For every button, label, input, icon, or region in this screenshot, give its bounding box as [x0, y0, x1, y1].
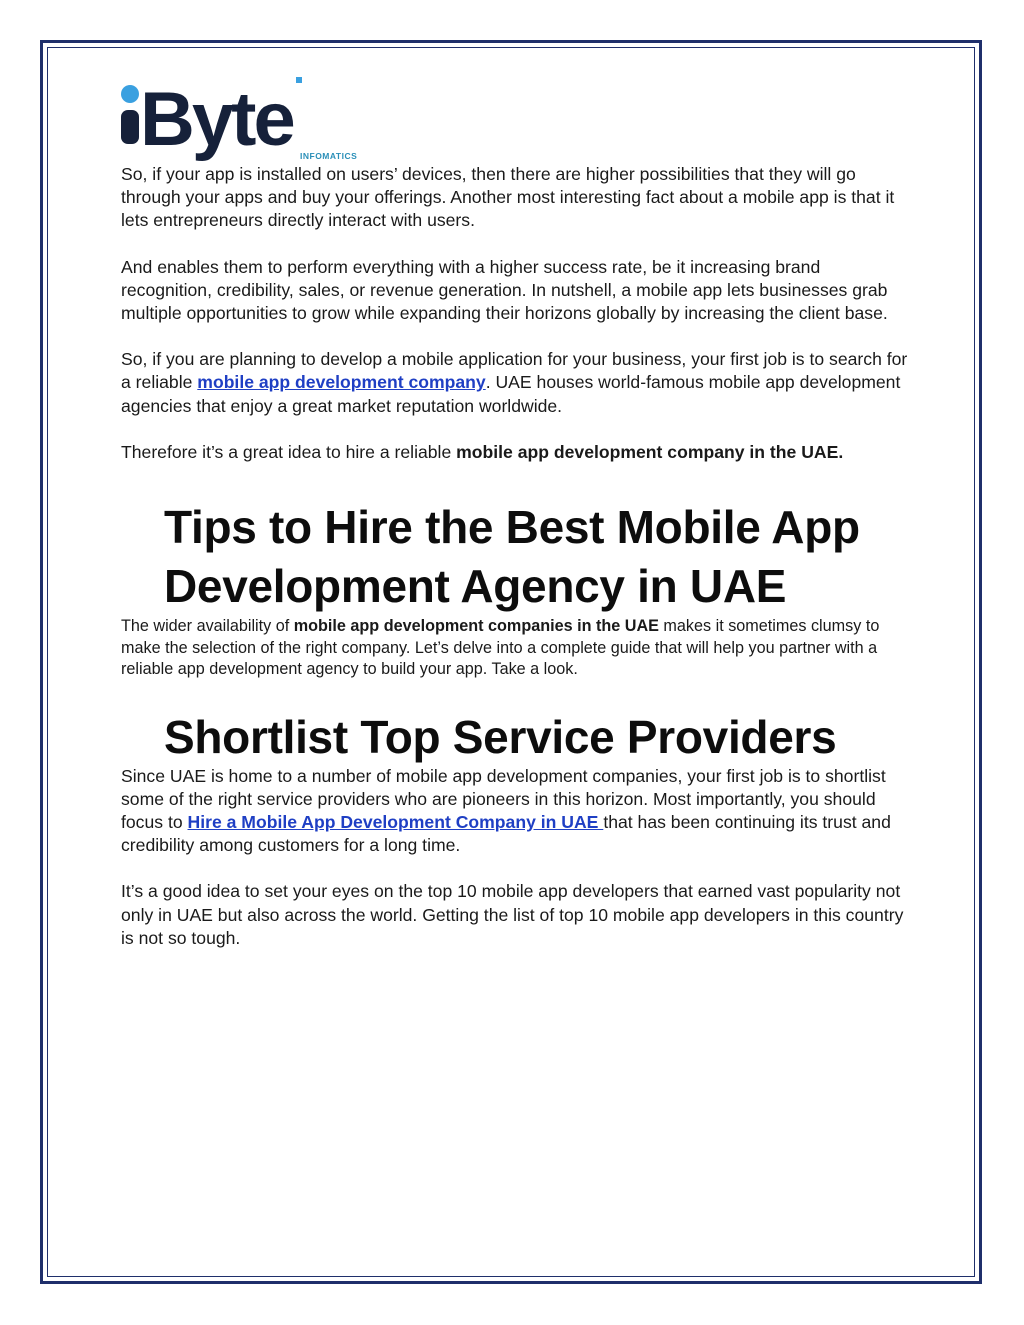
- paragraph-success-rate: And enables them to perform everything with a higher success rate, be it increasing brand recognition, credibility, sales, or revenue generation. In nutshell, a mobile app lets businesses grab multiple opportunities to grow while expanding their horizons globally by increasing the client base.: [121, 256, 888, 324]
- ibyte-logo: [118, 74, 378, 166]
- text-segment: makes it sometimes clumsy to make the selection of the right company. Let’s delve into a complete guide that will help you partner with a reliable app development agency to build your app. Take a look.: [121, 617, 880, 679]
- paragraph-tips-intro: [121, 616, 911, 681]
- logo-accent: [296, 77, 302, 83]
- heading-tips: Tips to Hire the Best Mobile App Development Agency in UAE: [164, 501, 860, 613]
- text-segment: Therefore it’s a great idea to hire a reliable: [121, 441, 457, 462]
- logo-wordmark: Byte: [140, 77, 293, 162]
- paragraph-shortlist: [121, 765, 911, 858]
- hire-company-link[interactable]: Hire a Mobile App Development Company in UAE: [187, 811, 604, 832]
- paragraph-hire-reliable: [121, 441, 911, 464]
- text-segment: The wider availability of: [121, 617, 294, 636]
- logo-dot: [121, 85, 139, 103]
- text-segment: . UAE houses world-famous mobile app development agencies that enjoy a great market reputation worldwide.: [121, 372, 901, 416]
- bold-phrase: mobile app development companies in the UAE: [293, 617, 659, 636]
- paragraph-app-installed: So, if your app is installed on users’ devices, then there are higher possibilities that they will go through your apps and buy your offerings. Another most interesting fact about a mobile app is that it lets entrepreneurs directly interact with users.: [121, 164, 895, 231]
- logo-subtitle: INFOMATICS: [300, 151, 358, 161]
- text-segment: So, if you are planning to develop a mobile application for your business, your first job is to search for a reliable: [121, 349, 908, 393]
- heading-shortlist: Shortlist Top Service Providers: [164, 710, 837, 763]
- mobile-app-company-link[interactable]: mobile app development company: [197, 372, 486, 393]
- text-segment: that has been continuing its trust and credibility among customers for a long time.: [121, 811, 891, 856]
- bold-phrase: mobile app development company in the UAE.: [456, 441, 844, 462]
- document-body: [121, 163, 911, 950]
- text-segment: Since UAE is home to a number of mobile app development companies, your first job is to shortlist some of the right service providers who are pioneers in this horizon. Most importantly, you should focus to: [121, 765, 886, 832]
- logo-i-stem: [121, 110, 139, 144]
- paragraph-planning: [121, 348, 911, 418]
- paragraph-top-10: It’s a good idea to set your eyes on the top 10 mobile app developers that earned vast popularity not only in UAE but also across the world. Getting the list of top 10 mobile app developers in this country is not so tough.: [121, 881, 904, 948]
